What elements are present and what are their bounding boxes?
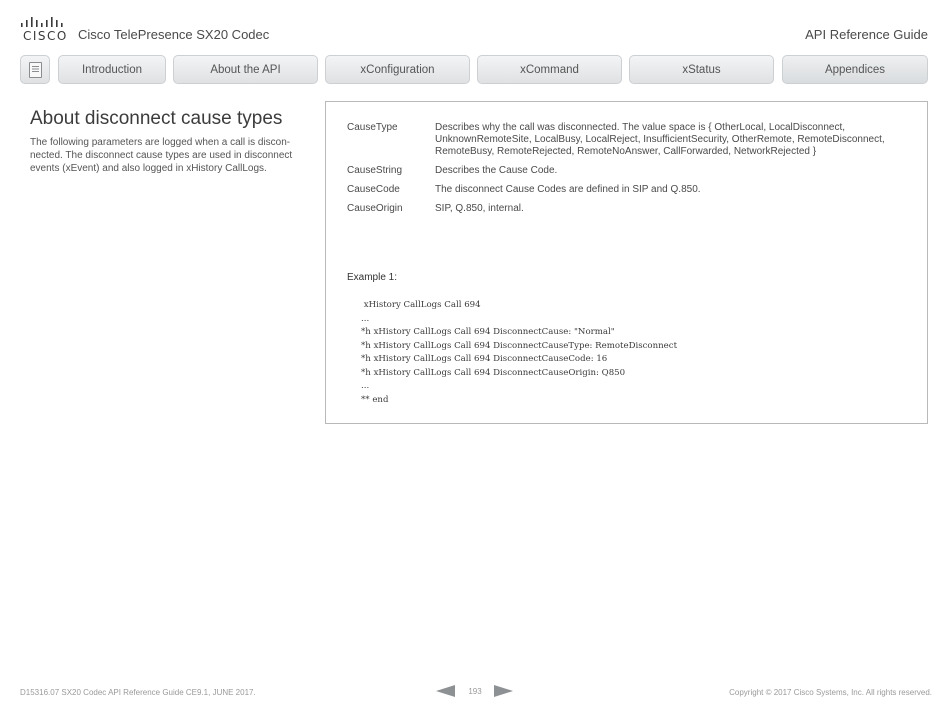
cisco-bars-icon [20,15,66,29]
cisco-wordmark: CISCO [23,29,68,43]
page-number: 193 [468,687,482,696]
param-name-causecode: CauseCode [347,184,400,195]
footer-document-id: D15316.07 SX20 Codec API Reference Guide CE9.1, JUNE 2017. [20,688,256,697]
parameter-panel [325,101,928,424]
param-name-causetype: CauseType [347,122,398,133]
tab-xcommand[interactable]: xCommand [477,55,622,84]
cisco-logo [20,15,66,43]
tab-introduction[interactable]: Introduction [58,55,166,84]
param-desc-causetype: Describes why the call was disconnected. The value space is { OtherLocal, LocalDisconnect, UnknownRemoteSite, LocalBusy, LocalReject, InsufficientSecurity, OtherRemote, RemoteDisconnect, RemoteBusy, RemoteRejected, RemoteNoAnswer, CallForwarded, NetworkRejected } [435,122,885,157]
intro-paragraph: The following parameters are logged when a call is discon-nected. The disconnect cause types are used in disconnect events (xEvent) and also logged in xHistory CallLogs. [30,137,293,174]
contents-button[interactable] [20,55,50,84]
page-navigation [436,684,516,700]
tab-xconfiguration[interactable]: xConfiguration [325,55,470,84]
param-desc-causecode: The disconnect Cause Codes are defined in SIP and Q.850. [435,184,701,195]
tab-xstatus[interactable]: xStatus [629,55,774,84]
next-page-arrow-icon[interactable] [494,685,513,697]
document-icon [29,62,42,78]
guide-title: API Reference Guide [805,27,928,42]
param-name-causeorigin: CauseOrigin [347,203,403,214]
footer-copyright: Copyright © 2017 Cisco Systems, Inc. All rights reserved. [729,688,932,697]
example-code-block: xHistory CallLogs Call 694 ... *h xHistory CallLogs Call 694 DisconnectCause: "Normal" *h xHistory CallLogs Call 694 DisconnectCauseType: RemoteDisconnect *h xHistory CallLogs Call 694 DisconnectCauseCode: 16 *h xHistory CallLogs Call 694 DisconnectCauseOrigin: Q850 ... ** end [361,300,678,405]
tab-about-the-api[interactable]: About the API [173,55,318,84]
param-desc-causeorigin: SIP, Q.850, internal. [435,203,524,214]
example-title: Example 1: [347,272,398,283]
tab-appendices[interactable]: Appendices [782,55,928,84]
param-name-causestring: CauseString [347,165,403,176]
previous-page-arrow-icon[interactable] [436,685,455,697]
param-desc-causestring: Describes the Cause Code. [435,165,558,176]
navigation-tabs [20,55,928,85]
page-title: About disconnect cause types [30,108,283,129]
product-title: Cisco TelePresence SX20 Codec [78,27,270,42]
